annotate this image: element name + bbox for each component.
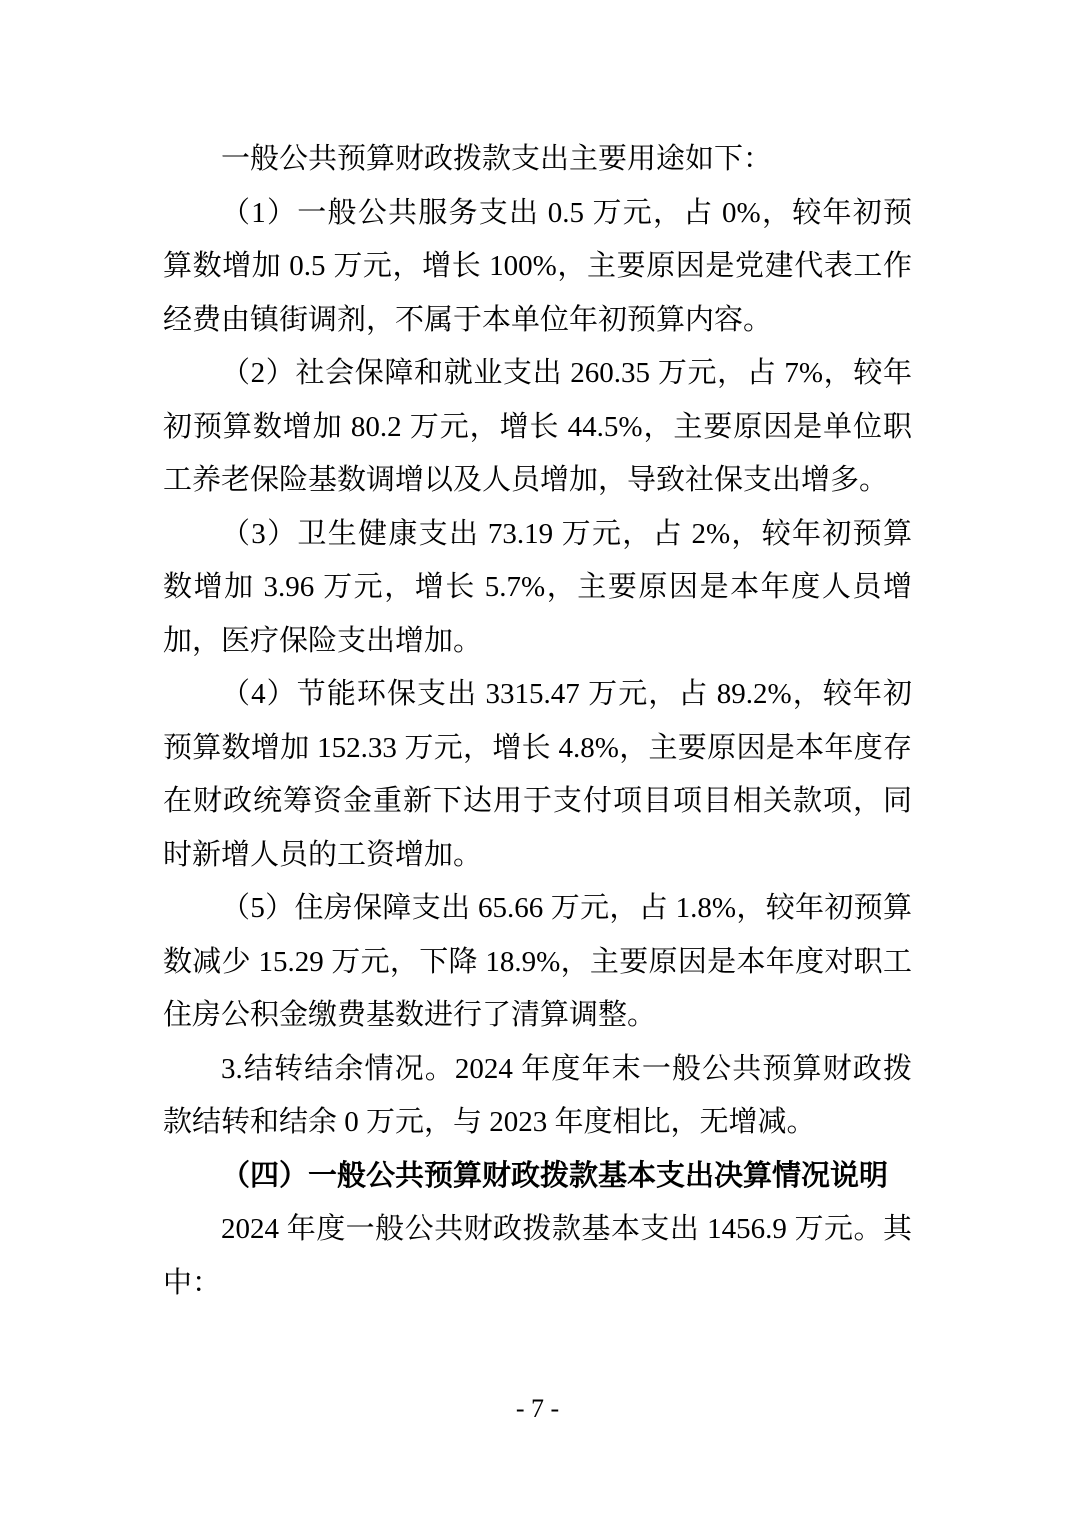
document-body	[163, 133, 912, 1310]
basic-expenditure-paragraph: 2024 年度一般公共财政拨款基本支出 1456.9 万元。其中：	[163, 1213, 912, 1299]
item-5-housing-security-paragraph: （5）住房保障支出 65.66 万元，占 1.8%，较年初预算数减少 15.29 万元，下降 18.9%，主要原因是本年度对职工住房公积金缴费基数进行了清算调整。	[163, 892, 912, 1031]
item-4-energy-conservation-paragraph: （4）节能环保支出 3315.47 万元，占 89.2%，较年初预算数增加 152.33 万元，增长 4.8%，主要原因是本年度存在财政统筹资金重新下达用于支付项目项目相关款项，同时新增人员的工资增加。	[163, 678, 912, 871]
item-1-general-public-services-paragraph: （1）一般公共服务支出 0.5 万元，占 0%，较年初预算数增加 0.5 万元，增长 100%，主要原因是党建代表工作经费由镇街调剂，不属于本单位年初预算内容。	[163, 196, 912, 336]
item-2-social-security-employment-paragraph: （2）社会保障和就业支出 260.35 万元，占 7%，较年初预算数增加 80.2 万元，增长 44.5%，主要原因是单位职工养老保险基数调增以及人员增加，导致社保支出增多。	[163, 357, 912, 496]
carryover-balance-paragraph: 3.结转结余情况。2024 年度年末一般公共预算财政拨款结转和结余 0 万元，与 2023 年度相比，无增减。	[163, 1052, 912, 1138]
item-3-health-paragraph: （3）卫生健康支出 73.19 万元，占 2%，较年初预算数增加 3.96 万元，增长 5.7%，主要原因是本年度人员增加，医疗保险支出增加。	[163, 517, 912, 657]
section-4-heading: （四）一般公共预算财政拨款基本支出决算情况说明	[221, 1159, 889, 1192]
intro-paragraph: 一般公共预算财政拨款支出主要用途如下：	[221, 143, 773, 175]
page-number: - 7 -	[515, 1394, 560, 1423]
